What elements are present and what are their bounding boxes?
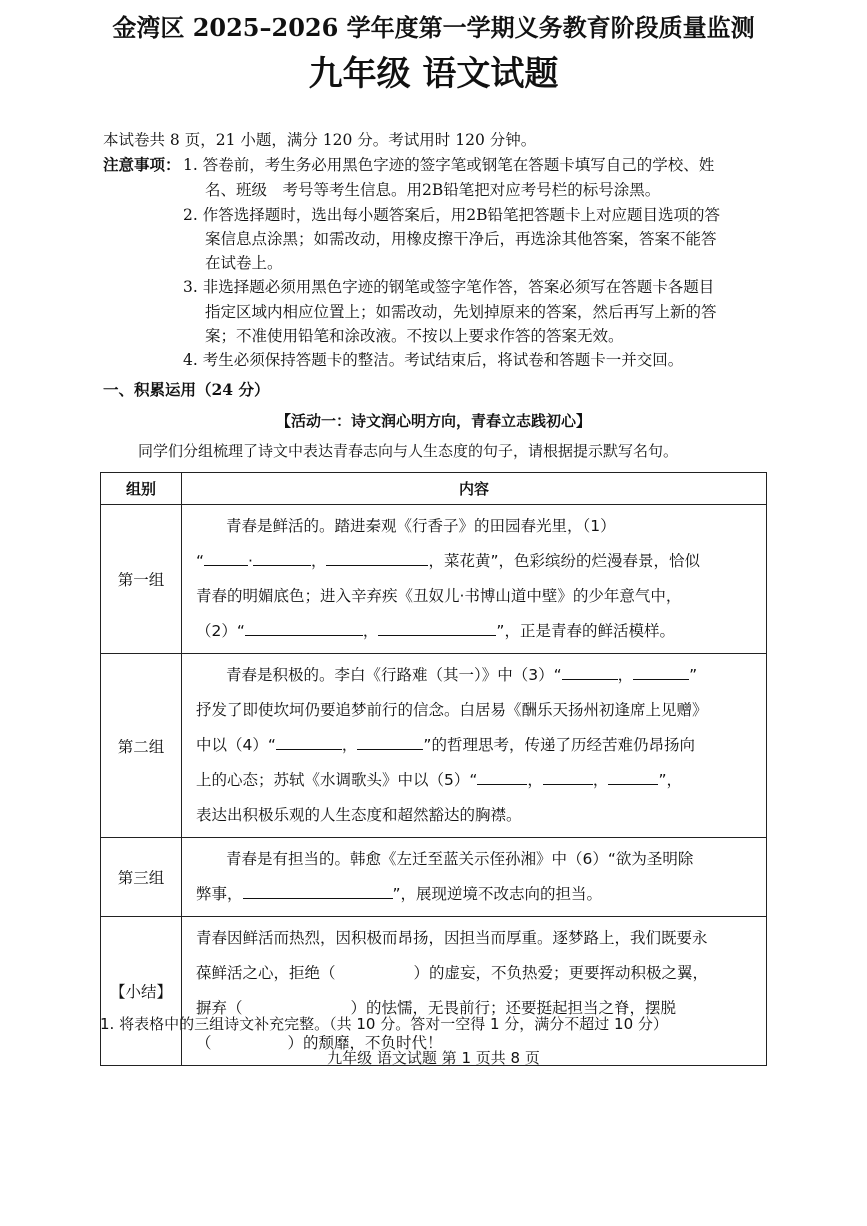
table-row xyxy=(101,654,767,838)
question-1: 1. 将表格中的三组诗文补充完整。（共 10 分。答对一空得 1 分，满分不超过 10 分） xyxy=(100,1015,668,1033)
content-line: （ ）的颓靡，不负时代！ xyxy=(196,1034,443,1052)
content-line: 表达出积极乐观的人生态度和超然豁达的胸襟。 xyxy=(196,806,522,824)
answer-blank[interactable] xyxy=(543,766,593,785)
answer-blank[interactable] xyxy=(326,547,428,566)
answer-blank[interactable] xyxy=(608,766,658,785)
answer-blank[interactable] xyxy=(204,547,248,566)
content-line: 中以（4）“ ， ”的哲理思考，传递了历经苦难仍昂扬向 xyxy=(196,728,758,763)
notice-item-4: 4. 考生必须保持答题卡的整洁。考试结束后，将试卷和答题卡一并交回。 xyxy=(183,351,684,369)
answer-blank[interactable] xyxy=(276,731,342,750)
table-row xyxy=(101,505,767,654)
exam-subtitle: 九年级 语文试题 xyxy=(308,54,559,94)
content-line: 青春因鲜活而热烈，因积极而昂扬，因担当而厚重。逐梦路上，我们既要永 xyxy=(196,929,708,947)
activity-prompt: 同学们分组梳理了诗文中表达青春志向与人生态度的句子，请根据提示默写名句。 xyxy=(138,442,679,460)
notice-item-2-cont: 案信息点涂黑；如需改动，用橡皮擦干净后，再选涂其他答案，答案不能答 xyxy=(205,230,717,248)
content-line: 葆鲜活之心，拒绝（ ）的虚妄，不负热爱；更要挥动积极之翼， xyxy=(196,964,709,982)
header-content: 内容 xyxy=(182,473,767,505)
group-name: 第二组 xyxy=(101,654,182,838)
content-line: 弊事， ”，展现逆境不改志向的担当。 xyxy=(196,877,758,912)
content-line: 青春是积极的。李白《行路难（其一）》中（3）“ ， ” xyxy=(196,658,758,693)
content-line: 青春是鲜活的。踏进秦观《行香子》的田园春光里，（1） xyxy=(226,517,616,535)
answer-blank[interactable] xyxy=(253,547,311,566)
notice-item-3-cont: 指定区域内相应位置上；如需改动，先划掉原来的答案，然后再写上新的答 xyxy=(205,303,717,321)
table-row xyxy=(101,917,767,1066)
group-name: 第三组 xyxy=(101,838,182,917)
group-content xyxy=(182,654,767,838)
content-line: 青春的明媚底色；进入辛弃疾《丑奴儿·书博山道中壁》的少年意气中， xyxy=(196,587,682,605)
answer-blank[interactable] xyxy=(562,661,618,680)
activity-title: 【活动一：诗文润心明方向，青春立志践初心】 xyxy=(275,412,591,430)
answer-blank[interactable] xyxy=(477,766,527,785)
group-content xyxy=(182,917,767,1066)
answer-blank[interactable] xyxy=(357,731,423,750)
header-group: 组别 xyxy=(101,473,182,505)
group-content xyxy=(182,838,767,917)
content-line: 摒弃（ ）的怯懦，无畏前行；还要挺起担当之脊，摆脱 xyxy=(196,999,677,1017)
table-header-row xyxy=(101,473,767,505)
content-line: “ · ， ，菜花黄”，色彩缤纷的烂漫春景，恰似 xyxy=(196,544,758,579)
answer-blank[interactable] xyxy=(633,661,689,680)
answer-blank[interactable] xyxy=(243,880,393,899)
content-line: （2）“ ， ”，正是青春的鲜活模样。 xyxy=(196,614,758,649)
notice-item-1-cont: 名、班级 考号等考生信息。用2B铅笔把对应考号栏的标号涂黑。 xyxy=(205,181,661,199)
notice-label: 注意事项： xyxy=(103,155,181,174)
notice-item-3-cont2: 案；不准使用铅笔和涂改液。不按以上要求作答的答案无效。 xyxy=(205,327,624,345)
answer-blank[interactable] xyxy=(378,617,496,636)
notice-item-2-cont2: 在试卷上。 xyxy=(205,254,283,272)
group-name: 【小结】 xyxy=(101,917,182,1066)
content-line: 抒发了即使坎坷仍要追梦前行的信念。白居易《酬乐天扬州初逢席上见赠》 xyxy=(196,701,708,719)
notice-item-2: 2. 作答选择题时，选出每小题答案后，用2B铅笔把答题卡上对应题目选项的答 xyxy=(183,206,720,224)
exam-intro: 本试卷共 8 页，21 小题，满分 120 分。考试用时 120 分钟。 xyxy=(103,131,537,149)
exam-title: 金湾区 2025–2026 学年度第一学期义务教育阶段质量监测 xyxy=(112,13,755,42)
group-content xyxy=(182,505,767,654)
answer-blank[interactable] xyxy=(245,617,363,636)
poem-table xyxy=(100,472,767,1066)
notice-item-1: 1. 答卷前，考生务必用黑色字迹的签字笔或钢笔在答题卡填写自己的学校、姓 xyxy=(183,156,715,174)
content-line: 上的心态；苏轼《水调歌头》中以（5）“ ， ， ”， xyxy=(196,763,758,798)
notice-item-3: 3. 非选择题必须用黑色字迹的钢笔或签字笔作答，答案必须写在答题卡各题目 xyxy=(183,278,715,296)
section-heading: 一、积累运用（24 分） xyxy=(103,380,270,399)
table-row xyxy=(101,838,767,917)
group-name: 第一组 xyxy=(101,505,182,654)
content-line: 青春是有担当的。韩愈《左迁至蓝关示侄孙湘》中（6）“欲为圣明除 xyxy=(226,850,694,868)
page-footer: 九年级 语文试题 第 1 页共 8 页 xyxy=(327,1049,540,1067)
